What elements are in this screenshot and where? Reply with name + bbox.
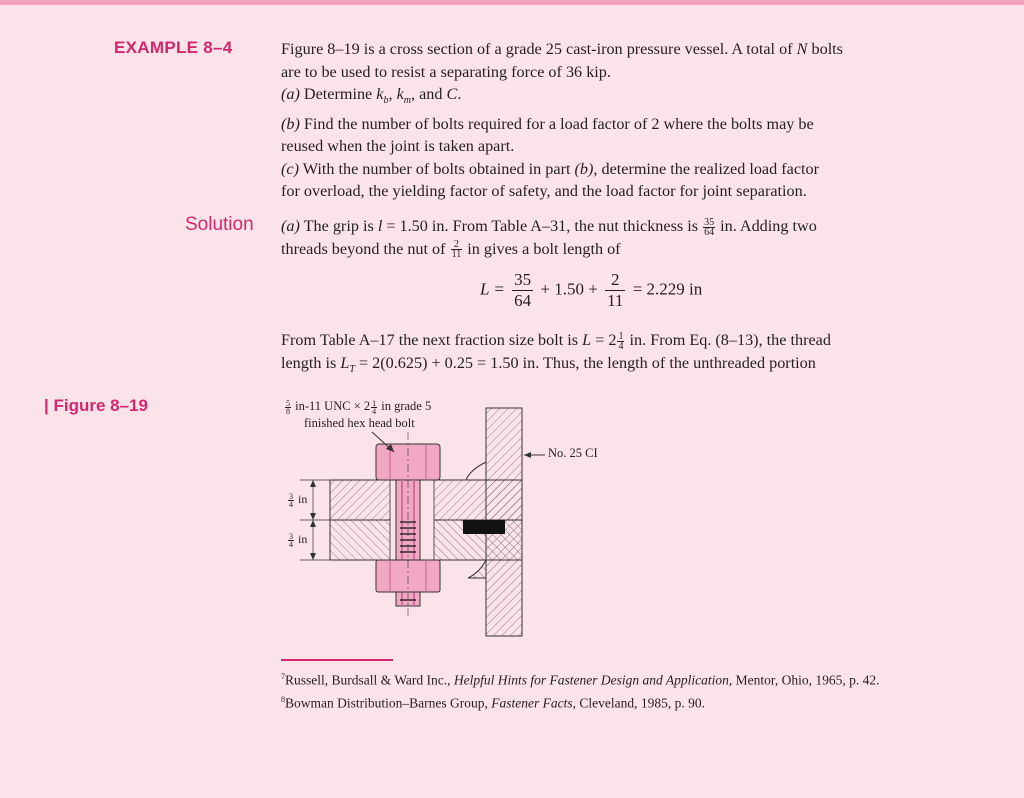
example-label: EXAMPLE 8–4 bbox=[114, 38, 233, 57]
figure-label: | Figure 8–19 bbox=[44, 396, 148, 415]
dimension-upper: $\frac{3}{4}$ in bbox=[289, 491, 308, 509]
statement-line-2: are to be used to resist a separating force of 36 kip. bbox=[281, 62, 611, 81]
dimension-lower: $\frac{3}{4}$ in bbox=[289, 531, 308, 549]
footnote-rule bbox=[281, 659, 393, 661]
statement-line-3: (a) Determine $k_b$, $k_m$, and C. bbox=[281, 85, 462, 107]
bolt-length-equation: L = $\frac{35}{64}$ + 1.50 + $\frac{2}{11}$ = 2.229 in bbox=[480, 270, 703, 310]
fraction-35-64: $\frac{35}{64}$ bbox=[704, 216, 715, 238]
bolt-callout-label: $\frac{5}{8}$ in-11 UNC × 2 $\frac{1}{4}$ in grade 5 finished hex head bolt bbox=[286, 398, 432, 430]
fraction-1-4: $\frac{1}{4}$ bbox=[618, 330, 624, 352]
solution-line-2: threads beyond the nut of $\frac{2}{11}$ in gives a bolt length of bbox=[281, 239, 621, 261]
gasket bbox=[463, 520, 505, 534]
statement-line-6: (c) With the number of bolts obtained in part (b), determine the realized load factor bbox=[281, 159, 819, 178]
footnote-8: $^8$Bowman Distribution–Barnes Group, Fastener Facts, Cleveland, 1985, p. 90. bbox=[281, 695, 705, 711]
statement-line-1: Figure 8–19 is a cross section of a grade 25 cast-iron pressure vessel. A total of N bolts bbox=[281, 40, 843, 58]
statement-line-4: (b) Find the number of bolts required for a load factor of 2 where the bolts may be bbox=[281, 114, 814, 133]
eq-fraction-1: $\frac{35}{64}$ bbox=[514, 270, 532, 310]
fraction-2-11: $\frac{2}{11}$ bbox=[451, 239, 462, 261]
statement-line-5: reused when the joint is taken apart. bbox=[281, 137, 515, 156]
solution-line-3: From Table A–17 the next fraction size bolt is L = 2 $\frac{1}{4}$ in. From Eq. (8–13), the thread bbox=[281, 330, 831, 352]
solution-line-4: length is $L_T = 2(0.625) + 0.25 = 1.50$ in. Thus, the length of the unthreaded portion bbox=[281, 353, 816, 375]
statement-line-7: for overload, the yielding factor of safety, and the load factor for joint separation. bbox=[281, 182, 807, 201]
footnote-7: $^7$Russell, Burdsall & Ward Inc., Helpful Hints for Fastener Design and Application, Mentor, Ohio, 1965, p. 42. bbox=[281, 672, 880, 688]
solution-line-1: (a) The grip is l = 1.50 in. From Table A–31, the nut thickness is $\frac{35}{64}$ in. Adding two bbox=[281, 216, 817, 238]
cast-iron-label: No. 25 CI bbox=[548, 446, 598, 460]
solution-label: Solution bbox=[185, 214, 254, 235]
eq-fraction-2: $\frac{2}{11}$ bbox=[607, 270, 624, 310]
